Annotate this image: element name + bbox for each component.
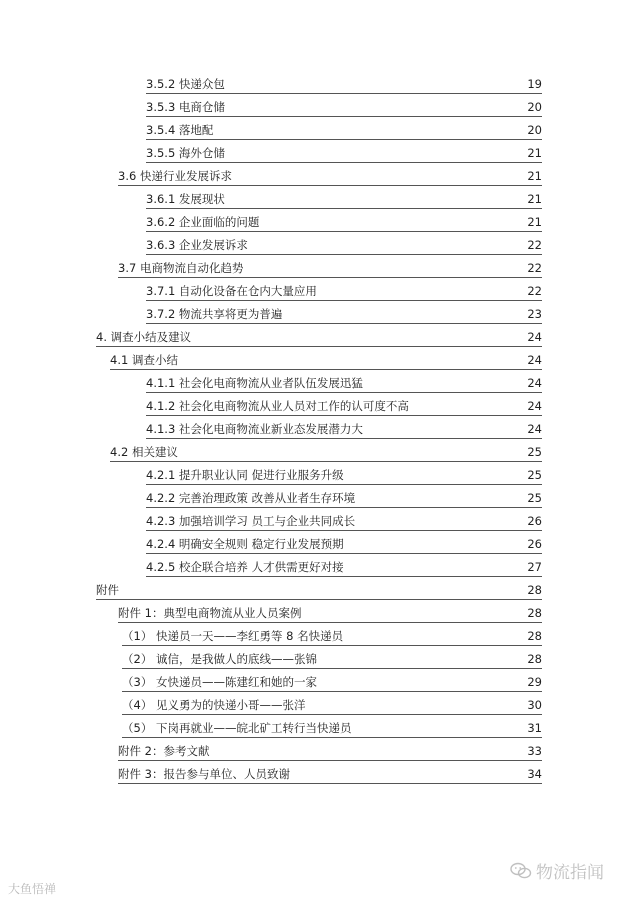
toc-page-number: 25: [527, 445, 542, 459]
watermark-left: [8, 880, 56, 897]
toc-entry-title: 4.2.2 完善治理政策 改善从业者生存环境: [146, 491, 356, 505]
toc-page-number: 25: [527, 491, 542, 505]
toc-row-4-1[interactable]: [110, 350, 542, 370]
toc-row-4-2-3[interactable]: [146, 511, 542, 531]
toc-row-4-2-2[interactable]: [146, 488, 542, 508]
toc-page-number: 24: [527, 330, 542, 344]
toc-page-number: 21: [527, 146, 542, 160]
toc-entry-title: （2） 诚信，是我做人的底线——张锦: [122, 652, 317, 666]
toc-row-4-1-1[interactable]: [146, 373, 542, 393]
toc-page-number: 24: [527, 376, 542, 390]
toc-entry-title: 3.6.2 企业面临的问题: [146, 215, 260, 229]
toc-entry-title: 3.7.2 物流共享将更为普遍: [146, 307, 283, 321]
toc-page-number: 21: [527, 215, 542, 229]
toc-page-number: 26: [527, 537, 542, 551]
toc-row-case-1[interactable]: [122, 626, 542, 646]
toc-page-number: 31: [527, 721, 542, 735]
watermark-right: [510, 858, 604, 883]
toc-entry-title: 3.7.1 自动化设备在仓内大量应用: [146, 284, 317, 298]
toc-row-3-6-1[interactable]: [146, 189, 542, 209]
toc-page-number: 22: [527, 284, 542, 298]
toc-row-3-6-2[interactable]: [146, 212, 542, 232]
toc-entry-title: 3.6.3 企业发展诉求: [146, 238, 248, 252]
toc-page-number: 25: [527, 468, 542, 482]
toc-row-case-2[interactable]: [122, 649, 542, 669]
toc-row-3-5-3[interactable]: [146, 97, 542, 117]
toc-row-appendix-3[interactable]: [118, 764, 542, 784]
toc-row-appendix-1[interactable]: [118, 603, 542, 623]
toc-entry-title: 3.6 快递行业发展诉求: [118, 169, 232, 183]
toc-entry-title: 附件 3：报告参与单位、人员致谢: [118, 767, 290, 781]
toc-entry-title: 4.1.1 社会化电商物流从业者队伍发展迅猛: [146, 376, 363, 390]
toc-entry-title: 4.1 调查小结: [110, 353, 178, 367]
toc-row-4-2-4[interactable]: [146, 534, 542, 554]
toc-page-number: 28: [527, 652, 542, 666]
toc-page-number: 21: [527, 169, 542, 183]
toc-row-3-7-1[interactable]: [146, 281, 542, 301]
toc-page-number: 20: [527, 123, 542, 137]
toc-page-number: 28: [527, 629, 542, 643]
toc-row-3-6-3[interactable]: [146, 235, 542, 255]
watermark-left-text: 大鱼悟禅: [8, 882, 57, 896]
toc-page-number: 28: [527, 606, 542, 620]
toc-entry-title: 4.1.3 社会化电商物流业新业态发展潜力大: [146, 422, 363, 436]
toc-page-number: 30: [527, 698, 542, 712]
toc-row-3-7-2[interactable]: [146, 304, 542, 324]
toc-row-appendix-2[interactable]: [118, 741, 542, 761]
toc-row-case-5[interactable]: [122, 718, 542, 738]
toc-page-number: 21: [527, 192, 542, 206]
watermark-right-text: 物流指闻: [536, 863, 604, 883]
toc-row-4-2[interactable]: [110, 442, 542, 462]
toc-page-number: 22: [527, 261, 542, 275]
toc-row-4-1-3[interactable]: [146, 419, 542, 439]
toc-entry-title: （5） 下岗再就业——皖北矿工转行当快递员: [122, 721, 352, 735]
toc-entry-title: 4.1.2 社会化电商物流从业人员对工作的认可度不高: [146, 399, 409, 413]
toc-page-number: 22: [527, 238, 542, 252]
toc-entry-title: 4.2 相关建议: [110, 445, 178, 459]
toc-page-number: 24: [527, 353, 542, 367]
toc-row-case-4[interactable]: [122, 695, 542, 715]
toc-page-number: 27: [527, 560, 542, 574]
toc-row-3-5-5[interactable]: [146, 143, 542, 163]
toc-entry-title: 附件 1：典型电商物流从业人员案例: [118, 606, 302, 620]
toc-entry-title: 3.5.3 电商仓储: [146, 100, 225, 114]
toc-row-case-3[interactable]: [122, 672, 542, 692]
toc-page-number: 24: [527, 422, 542, 436]
toc-entry-title: （3） 女快递员——陈建红和她的一家: [122, 675, 317, 689]
toc-entry-title: 3.5.4 落地配: [146, 123, 214, 137]
toc-row-3-5-4[interactable]: [146, 120, 542, 140]
toc-page-number: 33: [527, 744, 542, 758]
toc-row-4[interactable]: [96, 327, 542, 347]
toc-entry-title: 3.5.2 快递众包: [146, 77, 225, 91]
toc-entry-title: 3.5.5 海外仓储: [146, 146, 225, 160]
toc-row-3-5-2[interactable]: [146, 74, 542, 94]
toc-page-number: 28: [527, 583, 542, 597]
toc-row-4-1-2[interactable]: [146, 396, 542, 416]
toc-entry-title: 附件 2：参考文献: [118, 744, 210, 758]
toc-row-3-6[interactable]: [118, 166, 542, 186]
toc-entry-title: （1） 快递员一天——李红勇等 8 名快递员: [122, 629, 344, 643]
toc-entry-title: 3.6.1 发展现状: [146, 192, 225, 206]
toc-entry-title: 4.2.4 明确安全规则 稳定行业发展预期: [146, 537, 344, 551]
toc-entry-title: 4.2.3 加强培训学习 员工与企业共同成长: [146, 514, 356, 528]
toc-page-number: 23: [527, 307, 542, 321]
toc-entry-title: （4） 见义勇为的快递小哥——张洋: [122, 698, 306, 712]
wechat-icon: [510, 862, 532, 880]
toc-page-number: 29: [527, 675, 542, 689]
toc-entry-title: 附件: [96, 583, 119, 597]
toc-entry-title: 4.2.5 校企联合培养 人才供需更好对接: [146, 560, 344, 574]
toc-entry-title: 4.2.1 提升职业认同 促进行业服务升级: [146, 468, 344, 482]
toc-entry-title: 3.7 电商物流自动化趋势: [118, 261, 244, 275]
toc-page-number: 19: [527, 77, 542, 91]
toc-row-3-7[interactable]: [118, 258, 542, 278]
toc-page-number: 26: [527, 514, 542, 528]
toc-entry-title: 4. 调查小结及建议: [96, 330, 192, 344]
toc-page-number: 34: [527, 767, 542, 781]
toc-row-4-2-1[interactable]: [146, 465, 542, 485]
toc-page-number: 24: [527, 399, 542, 413]
toc-page-number: 20: [527, 100, 542, 114]
toc-row-appendix[interactable]: [96, 580, 542, 600]
toc-row-4-2-5[interactable]: [146, 557, 542, 577]
